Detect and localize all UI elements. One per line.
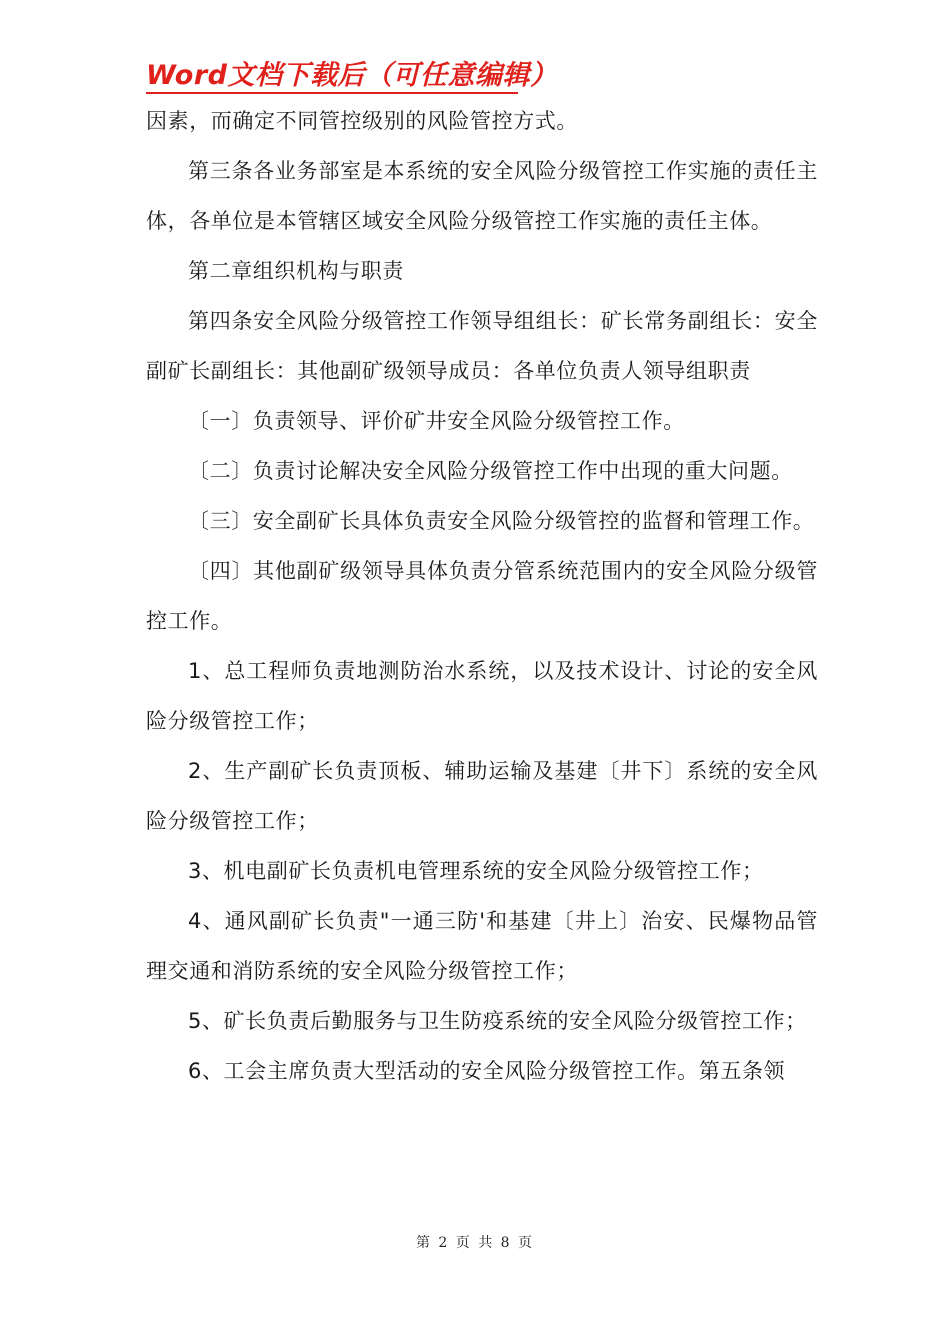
list-item: 5、矿长负责后勤服务与卫生防疫系统的安全风险分级管控工作； [188,1009,807,1033]
watermark-text: Word文档下载后（可任意编辑） [146,60,558,91]
paragraph: 因素，而确定不同管控级别的风险管控方式。 [146,109,578,133]
list-item: 〔四〕其他副矿级领导具体负责分管系统范围内的安全风险分级管控工作。 [146,559,818,633]
list-item: 1、总工程师负责地测防治水系统，以及技术设计、讨论的安全风险分级管控工作； [146,659,818,733]
watermark-underline [146,92,518,94]
list-item: 4、通风副矿长负责"一通三防'和基建〔井上〕治安、民爆物品管理交通和消防系统的安全风险分级管控工作； [146,909,818,983]
paragraph: 第四条安全风险分级管控工作领导组组长：矿长常务副组长：安全副矿长副组长：其他副矿级领导成员：各单位负责人领导组职责 [146,309,818,383]
page-number-footer: 第 2 页 共 8 页 [415,1235,535,1251]
document-body [146,96,818,1096]
list-item: 〔一〕负责领导、评价矿井安全风险分级管控工作。 [188,409,685,433]
list-item: 3、机电副矿长负责机电管理系统的安全风险分级管控工作； [188,859,764,883]
chapter-heading: 第二章组织机构与职责 [188,259,404,283]
list-item: 〔二〕负责讨论解决安全风险分级管控工作中出现的重大问题。 [188,459,793,483]
list-item: 2、生产副矿长负责顶板、辅助运输及基建〔井下〕系统的安全风险分级管控工作； [146,759,818,833]
download-watermark [146,58,558,94]
list-item: 6、工会主席负责大型活动的安全风险分级管控工作。第五条领 [188,1059,786,1083]
list-item: 〔三〕安全副矿长具体负责安全风险分级管控的监督和管理工作。 [188,509,815,533]
paragraph: 第三条各业务部室是本系统的安全风险分级管控工作实施的责任主体，各单位是本管辖区域安全风险分级管控工作实施的责任主体。 [146,159,818,233]
